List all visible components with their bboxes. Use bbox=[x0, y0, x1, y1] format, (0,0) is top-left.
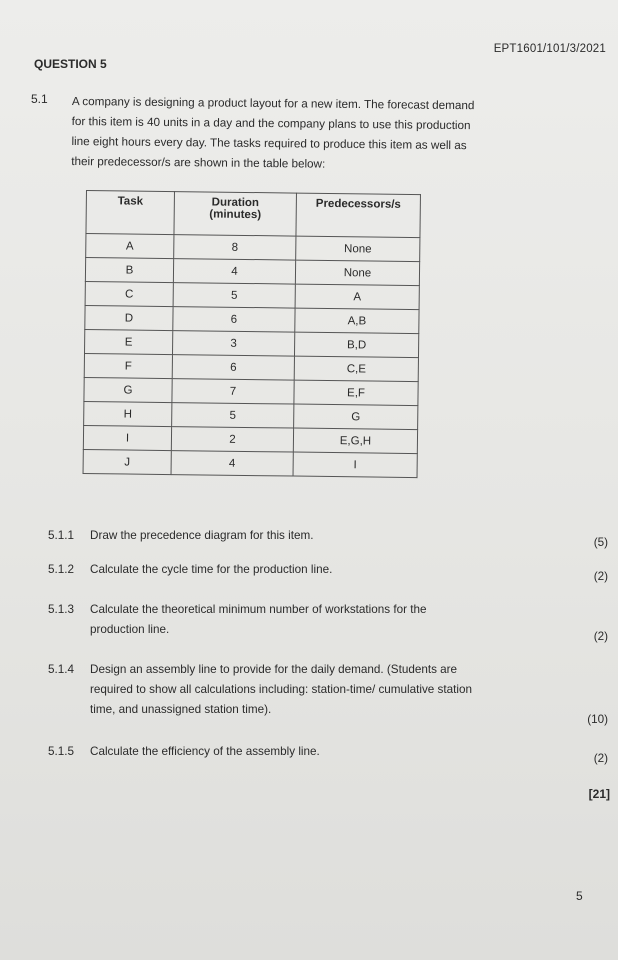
header-duration-label: Duration bbox=[211, 196, 260, 210]
question-number: 5.1 bbox=[31, 92, 48, 106]
question-intro bbox=[71, 92, 550, 177]
duration-cell: 6 bbox=[172, 355, 294, 380]
subquestion-text: production line. bbox=[90, 623, 170, 636]
task-cell: I bbox=[83, 425, 171, 450]
table-header-row bbox=[86, 191, 421, 238]
predecessors-cell: E,F bbox=[294, 380, 418, 406]
duration-cell: 8 bbox=[174, 235, 296, 260]
subquestion-text: Calculate the theoretical minimum number of workstations for the bbox=[90, 603, 427, 616]
table-row bbox=[83, 449, 417, 477]
subquestion-marks: (2) bbox=[593, 570, 608, 583]
predecessors-cell: G bbox=[294, 404, 418, 430]
subquestion-marks: (2) bbox=[593, 752, 608, 765]
duration-cell: 5 bbox=[173, 283, 295, 308]
subquestion bbox=[48, 560, 548, 580]
header-predecessors: Predecessors/s bbox=[296, 193, 421, 238]
subquestion-line bbox=[48, 600, 548, 620]
subquestion-marks: (2) bbox=[593, 630, 608, 643]
predecessors-cell: I bbox=[293, 452, 417, 478]
subquestion-line bbox=[48, 526, 548, 546]
task-cell: J bbox=[83, 449, 171, 474]
task-cell: G bbox=[84, 377, 172, 402]
intro-line: line eight hours every day. The tasks required to produce this item as well as bbox=[71, 134, 467, 153]
subquestion-number: 5.1.5 bbox=[48, 745, 74, 758]
duration-cell: 7 bbox=[172, 379, 294, 404]
subquestion-line bbox=[48, 660, 548, 680]
subquestion-number: 5.1.1 bbox=[48, 529, 74, 542]
subquestion-text: Design an assembly line to provide for the daily demand. (Students are bbox=[90, 663, 458, 676]
predecessors-cell: B,D bbox=[294, 332, 418, 358]
subquestion-text: time, and unassigned station time). bbox=[90, 703, 272, 716]
subquestion-number: 5.1.4 bbox=[48, 663, 74, 676]
header-duration-unit: (minutes) bbox=[209, 208, 262, 222]
subquestion bbox=[48, 660, 548, 720]
intro-line: A company is designing a product layout for a new item. The forecast demand bbox=[71, 94, 475, 113]
task-cell: D bbox=[85, 305, 173, 330]
task-cell: H bbox=[84, 401, 172, 426]
predecessors-cell: None bbox=[296, 236, 420, 262]
subquestion bbox=[48, 600, 548, 640]
subquestion-number: 5.1.2 bbox=[48, 563, 74, 576]
subquestion-text: Calculate the cycle time for the production line. bbox=[90, 563, 333, 576]
predecessors-cell: C,E bbox=[294, 356, 418, 382]
subquestion-marks: (5) bbox=[593, 536, 608, 549]
subquestion-text: required to show all calculations including: station-time/ cumulative station bbox=[90, 683, 472, 696]
predecessors-cell: E,G,H bbox=[293, 428, 417, 454]
duration-cell: 6 bbox=[173, 307, 295, 332]
subquestion-text: Draw the precedence diagram for this item. bbox=[90, 529, 314, 542]
subquestion-line bbox=[48, 620, 548, 640]
duration-cell: 3 bbox=[172, 331, 294, 356]
document-code: EPT1601/101/3/2021 bbox=[493, 43, 606, 55]
subquestion-line bbox=[48, 560, 548, 580]
header-task: Task bbox=[86, 191, 175, 235]
subquestion bbox=[48, 526, 548, 546]
intro-line: their predecessor/s are shown in the table below: bbox=[71, 154, 326, 171]
subquestion-text: Calculate the efficiency of the assembly line. bbox=[90, 745, 320, 758]
duration-cell: 5 bbox=[172, 403, 294, 428]
question-title: QUESTION 5 bbox=[34, 57, 107, 71]
duration-cell: 2 bbox=[171, 427, 293, 452]
task-cell: F bbox=[84, 353, 172, 378]
subquestion-marks: (10) bbox=[587, 713, 608, 726]
subquestion-number: 5.1.3 bbox=[48, 603, 74, 616]
subquestion-line bbox=[48, 680, 548, 700]
task-cell: B bbox=[85, 258, 173, 283]
predecessors-cell: A bbox=[295, 284, 419, 310]
subquestion bbox=[48, 742, 548, 762]
subquestion-line bbox=[48, 700, 548, 720]
header-duration bbox=[174, 192, 297, 236]
task-table bbox=[83, 190, 421, 478]
duration-cell: 4 bbox=[173, 259, 295, 284]
task-cell: C bbox=[85, 281, 173, 306]
subquestion-line bbox=[48, 742, 548, 762]
intro-line: for this item is 40 units in a day and the company plans to use this production bbox=[71, 114, 471, 133]
total-marks: [21] bbox=[588, 787, 610, 801]
task-cell: A bbox=[86, 234, 174, 259]
page-number: 5 bbox=[576, 889, 583, 903]
predecessors-cell: A,B bbox=[295, 308, 419, 334]
duration-cell: 4 bbox=[171, 451, 293, 476]
predecessors-cell: None bbox=[295, 260, 419, 286]
task-cell: E bbox=[85, 329, 173, 354]
